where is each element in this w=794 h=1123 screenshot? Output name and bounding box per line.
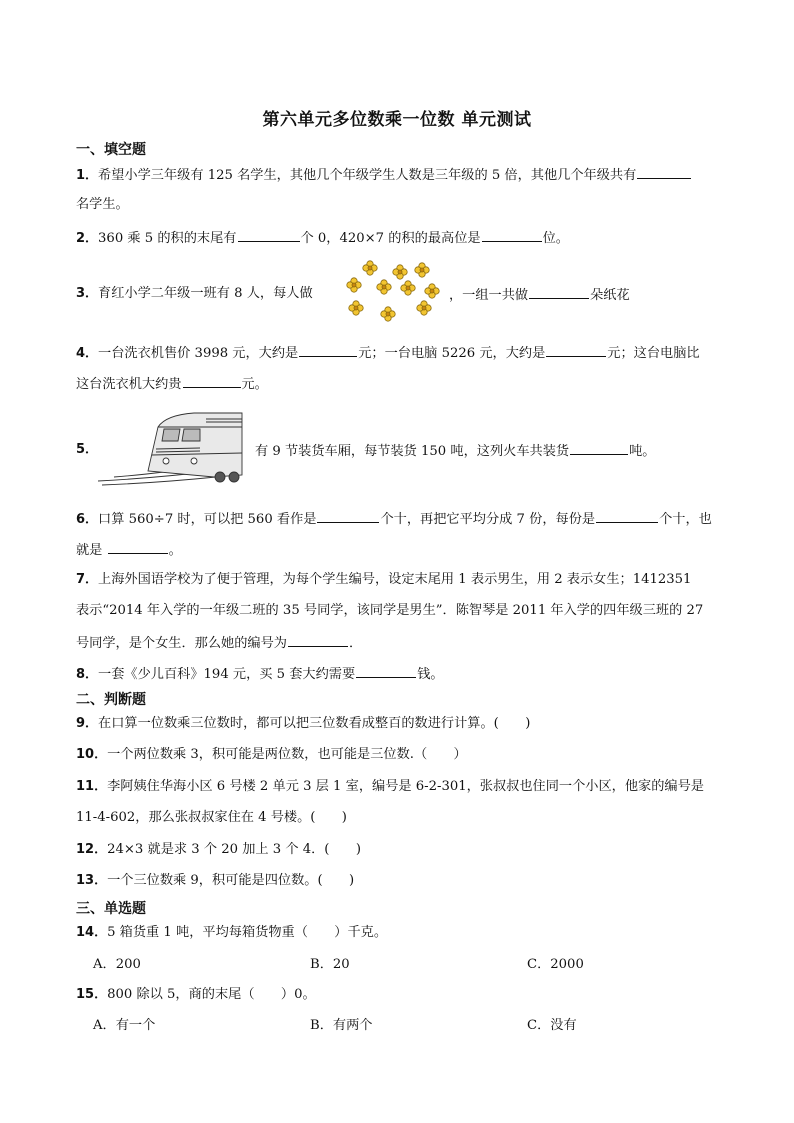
question-13 (76, 871, 354, 891)
page-title: 第六单元多位数乘一位数 单元测试 (262, 110, 532, 130)
question-number: 4． (76, 346, 99, 361)
question-5-text (255, 440, 655, 462)
question-text[interactable]: 一个三位数乘 9，积可能是四位数。( ) (107, 873, 355, 888)
flower-icon (381, 307, 395, 321)
question-number: 15． (76, 987, 108, 1002)
option-c[interactable]: C．2000 (527, 957, 584, 972)
question-12 (76, 840, 361, 860)
question-text: 一台洗衣机售价 3998 元，大约是 (98, 346, 299, 361)
question-1-line-1 (76, 164, 692, 186)
question-text: ，一组一共做 (449, 288, 529, 303)
question-text: 5 箱货重 1 吨，平均每箱货物重（ ）千克。 (107, 925, 388, 940)
question-text: 这台洗衣机大约贵 (76, 377, 182, 392)
question-3-part-2 (449, 284, 630, 306)
section-heading-multiple-choice: 三、单选题 (76, 901, 146, 917)
question-text: 360 乘 5 的积的末尾有 (98, 231, 237, 246)
flower-icon (363, 261, 377, 275)
question-number: 6． (76, 512, 99, 527)
question-text: 朵纸花 (590, 288, 630, 303)
question-text: 一套《少儿百科》194 元，买 5 套大约需要 (98, 667, 356, 682)
question-number: 11． (76, 779, 108, 794)
question-text: 李阿姨住华海小区 6 号楼 2 单元 3 层 1 室，编号是 6-2-301，张叔叔也住同一个小区，他家的编号是 (107, 779, 704, 794)
question-number: 5． (76, 442, 99, 457)
flower-icon (401, 281, 415, 295)
flower-icon (417, 301, 431, 315)
question-2 (76, 227, 569, 249)
question-text: 。 (168, 543, 182, 558)
question-text[interactable]: 24×3 就是求 3 个 20 加上 3 个 4．( ) (107, 842, 361, 857)
answer-blank[interactable] (356, 663, 416, 678)
answer-blank[interactable] (546, 342, 606, 357)
question-text: 吨。 (629, 444, 656, 459)
question-10 (76, 745, 467, 765)
question-6-line-2 (76, 539, 182, 561)
option-b[interactable]: B．有两个 (310, 1018, 373, 1033)
question-text: 有 9 节装货车厢，每节装货 150 吨，这列火车共装货 (255, 444, 570, 459)
answer-blank[interactable] (238, 227, 300, 242)
question-text: 元；这台电脑比 (607, 346, 700, 361)
answer-blank[interactable] (570, 440, 628, 455)
question-9 (76, 714, 530, 734)
question-6-line-1 (76, 508, 712, 530)
answer-blank[interactable] (637, 164, 691, 179)
question-11-line-1 (76, 777, 704, 797)
question-text[interactable]: 一个两位数乘 3，积可能是两位数，也可能是三位数.（ ） (107, 747, 467, 762)
answer-blank[interactable] (108, 539, 168, 554)
question-number: 10． (76, 747, 108, 762)
question-text: 就是 (76, 543, 103, 558)
question-text: 个十，也 (659, 512, 712, 527)
answer-blank[interactable] (288, 632, 348, 647)
answer-blank[interactable] (482, 227, 542, 242)
option-b[interactable]: B．20 (310, 957, 350, 972)
question-14 (76, 923, 387, 943)
section-heading-fill-in: 一、填空题 (76, 142, 146, 158)
answer-blank[interactable] (596, 508, 658, 523)
question-text: 位。 (542, 231, 569, 246)
question-text: 口算 560÷7 时，可以把 560 看作是 (98, 512, 317, 527)
question-text: 个 0，420×7 的积的最高位是 (300, 231, 481, 246)
question-number: 8． (76, 667, 99, 682)
answer-blank[interactable] (299, 342, 357, 357)
flower-icon (393, 265, 407, 279)
question-3-part-1 (76, 284, 313, 304)
section-heading-true-false: 二、判断题 (76, 692, 146, 708)
question-7-line-2: 表示“2014 年入学的一年级二班的 35 号同学，该同学是男生”．陈智琴是 2011 年入学的四年级三班的 27 (76, 603, 704, 618)
question-7-line-3 (76, 632, 362, 654)
question-number: 12． (76, 842, 108, 857)
answer-blank[interactable] (529, 284, 589, 299)
question-1-line-2: 名学生。 (76, 197, 129, 212)
question-text: 钱。 (417, 667, 444, 682)
option-c[interactable]: C．没有 (527, 1018, 577, 1033)
question-number: 13． (76, 873, 108, 888)
question-5-number (76, 440, 98, 460)
question-text: 希望小学三年级有 125 名学生，其他几个年级学生人数是三年级的 5 倍，其他几个年级共有 (98, 168, 637, 183)
question-text: 800 除以 5，商的末尾（ ）0。 (107, 987, 316, 1002)
question-text: 育红小学二年级一班有 8 人，每人做 (98, 286, 313, 301)
question-4-line-2 (76, 373, 268, 395)
answer-blank[interactable] (183, 373, 241, 388)
question-text: 个十，再把它平均分成 7 份，每份是 (380, 512, 596, 527)
flower-icon (415, 263, 429, 277)
question-number: 1． (76, 168, 99, 183)
question-number: 3． (76, 286, 99, 301)
question-number: 9． (76, 716, 99, 731)
paper-flowers-image (342, 258, 442, 328)
question-7-line-1 (76, 570, 691, 590)
question-11-line-2[interactable]: 11-4-602，那么张叔叔家住在 4 号楼。( ) (76, 810, 347, 825)
answer-blank[interactable] (317, 508, 379, 523)
option-a[interactable]: A．200 (93, 957, 141, 972)
question-number: 2． (76, 231, 99, 246)
question-text: 上海外国语学校为了便于管理，为每个学生编号，设定末尾用 1 表示男生，用 2 表示女生；1412351 (98, 572, 692, 587)
flower-icon (347, 278, 361, 292)
question-text: 元。 (241, 377, 268, 392)
question-number: 7． (76, 572, 99, 587)
question-8 (76, 663, 444, 685)
flower-icon (349, 301, 363, 315)
option-a[interactable]: A．有一个 (93, 1018, 156, 1033)
question-number: 14． (76, 925, 108, 940)
question-text[interactable]: 在口算一位数乘三位数时，都可以把三位数看成整百的数进行计算。( ) (98, 716, 531, 731)
question-text: 号同学，是个女生．那么她的编号为 (76, 636, 287, 651)
question-text: 元；一台电脑 5226 元，大约是 (358, 346, 546, 361)
question-4-line-1 (76, 342, 700, 364)
question-15 (76, 985, 316, 1005)
flower-icon (425, 284, 439, 298)
question-text: ． (349, 636, 363, 651)
train-image (96, 405, 246, 489)
flower-icon (377, 280, 391, 294)
